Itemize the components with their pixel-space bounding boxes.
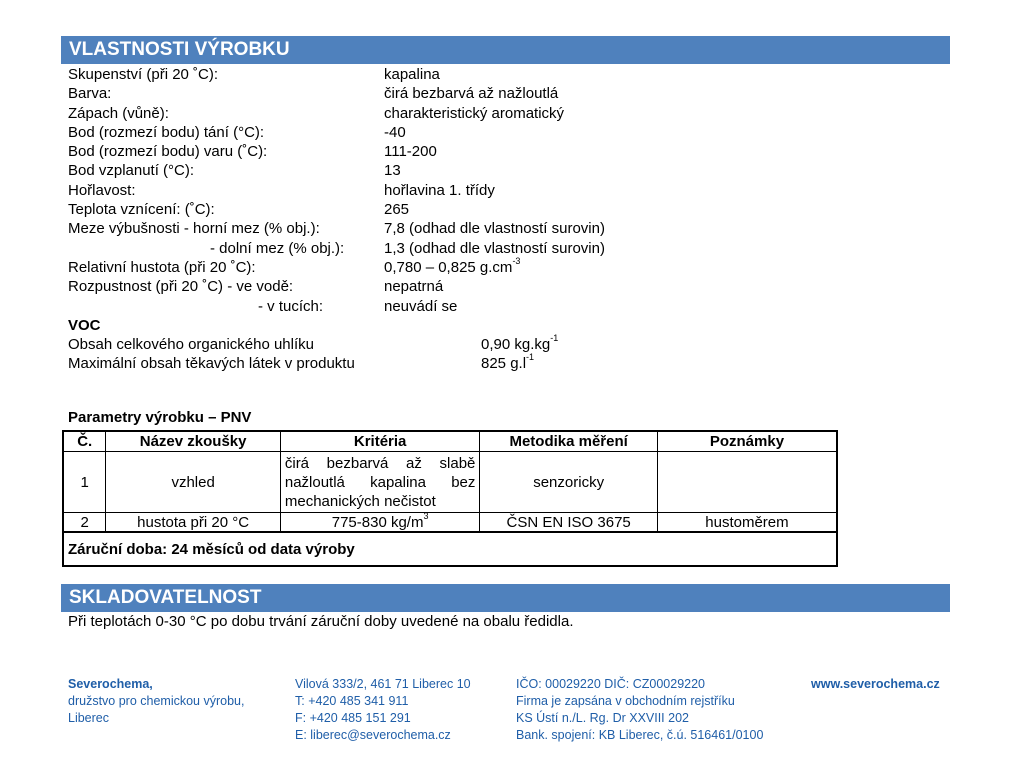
property-label: Bod (rozmezí bodu) tání (°C): bbox=[68, 123, 265, 141]
voc-value: 0,90 $kg.kg^{-1}$ bbox=[481, 333, 559, 354]
property-value: kapalina bbox=[384, 66, 440, 83]
voc-label: Maximální obsah těkavých látek v produktu bbox=[68, 355, 355, 373]
table-row bbox=[63, 513, 837, 533]
column-header: Č. bbox=[63, 431, 106, 452]
footer-registry: IČO: 00029220 DIČ: CZ00029220 Firma je zapsána v obchodním rejstříku KS Ústí n./L. Rg. Dr XXVIII 202 Bank. spojení: KB Liberec, č.ú. 516461/0100 bbox=[516, 677, 764, 742]
table-cell bbox=[657, 452, 837, 513]
property-value: čirá bezbarvá až nažloutlá bbox=[384, 85, 559, 103]
property-label: Rozpustnost (při 20 ˚C) - ve vodě: bbox=[68, 278, 294, 296]
table-cell: čirá bezbarvá až slabě nažloutlá kapalina bez mechanických nečistot bbox=[280, 452, 480, 513]
property-row bbox=[68, 142, 868, 161]
property-label: Barva: bbox=[68, 85, 112, 103]
table-title: Parametry výrobku – PNV bbox=[68, 409, 252, 426]
property-value: 265 bbox=[384, 201, 410, 219]
property-value: 111-200 bbox=[384, 143, 437, 161]
property-value: 13 bbox=[384, 162, 401, 180]
warranty-note: Záruční doba: 24 měsíců od data výroby bbox=[63, 532, 837, 566]
property-label: - dolní mez (% obj.): bbox=[210, 239, 345, 257]
voc-value: 825 $g.l^{-1}$ bbox=[481, 352, 535, 373]
voc-row bbox=[68, 335, 868, 354]
property-label: Relativní hustota (při 20 ˚C): bbox=[68, 258, 256, 276]
property-label: Bod vzplanutí (°C): bbox=[68, 162, 195, 180]
property-row bbox=[68, 161, 868, 180]
column-header: Kritéria bbox=[280, 431, 480, 452]
voc-row bbox=[68, 354, 868, 373]
property-label: Skupenství (při 20 ˚C): bbox=[68, 66, 219, 83]
property-value: -40 bbox=[384, 123, 406, 141]
property-row bbox=[68, 181, 868, 200]
parameters-table bbox=[62, 430, 838, 567]
section-header-storage: SKLADOVATELNOST bbox=[61, 584, 950, 612]
table-footer-row bbox=[63, 532, 837, 566]
column-header: Poznámky bbox=[657, 431, 837, 452]
property-row bbox=[68, 219, 868, 238]
property-label: Hořlavost: bbox=[68, 181, 136, 199]
column-header: Metodika měření bbox=[480, 431, 658, 452]
table-cell: vzhled bbox=[106, 452, 280, 513]
table-row bbox=[63, 452, 837, 513]
section-header-properties: VLASTNOSTI VÝROBKU bbox=[61, 36, 950, 64]
property-label: Meze výbušnosti - horní mez (% obj.): bbox=[68, 220, 320, 238]
property-value: nepatrná bbox=[384, 278, 444, 296]
property-row bbox=[68, 104, 868, 123]
table-cell: 775-830 $kg/m^3$ bbox=[280, 513, 480, 533]
property-value: charakteristický aromatický bbox=[384, 104, 565, 122]
table-cell: 1 bbox=[63, 452, 106, 513]
table-cell: hustoměrem bbox=[657, 513, 837, 533]
table-header-row bbox=[63, 431, 837, 452]
footer-website-link[interactable]: www.severochema.cz bbox=[811, 677, 940, 691]
property-label: Teplota vznícení: (˚C): bbox=[68, 201, 215, 219]
property-value: hořlavina 1. třídy bbox=[384, 181, 495, 199]
property-row bbox=[68, 297, 868, 316]
footer-email[interactable]: E: liberec@severochema.cz bbox=[295, 728, 451, 742]
property-row bbox=[68, 239, 868, 258]
table-cell: 2 bbox=[63, 513, 106, 533]
column-header: Název zkoušky bbox=[106, 431, 280, 452]
properties-list bbox=[68, 65, 868, 374]
table-cell: ČSN EN ISO 3675 bbox=[480, 513, 658, 533]
storage-text: Při teplotách 0-30 °C po dobu trvání záruční doby uvedené na obalu ředidla. bbox=[68, 613, 574, 630]
voc-title: VOC bbox=[68, 316, 101, 334]
property-row bbox=[68, 277, 868, 296]
table-cell: hustota při 20 °C bbox=[106, 513, 280, 533]
property-row bbox=[68, 84, 868, 103]
footer-company: Severochema, družstvo pro chemickou výrobu, Liberec bbox=[68, 677, 245, 725]
property-label: Bod (rozmezí bodu) varu (˚C): bbox=[68, 143, 268, 161]
property-row bbox=[68, 65, 868, 84]
property-row bbox=[68, 200, 868, 219]
voc-label: Obsah celkového organického uhlíku bbox=[68, 336, 314, 354]
property-value: 7,8 (odhad dle vlastností surovin) bbox=[384, 220, 605, 238]
footer-contact: Vilová 333/2, 461 71 Liberec 10 T: +420 485 341 911 F: +420 485 151 291 E: liberec@severochema.cz bbox=[295, 677, 471, 742]
property-label: - v tucích: bbox=[258, 297, 324, 315]
property-value: 1,3 (odhad dle vlastností surovin) bbox=[384, 239, 605, 257]
table-cell: senzoricky bbox=[480, 452, 658, 513]
property-label: Zápach (vůně): bbox=[68, 104, 169, 122]
property-value: neuvádí se bbox=[384, 297, 458, 315]
property-row bbox=[68, 255, 868, 277]
property-value: 0,780 – 0,825 $g.cm^{-3}$ bbox=[384, 255, 521, 276]
property-row bbox=[68, 123, 868, 142]
